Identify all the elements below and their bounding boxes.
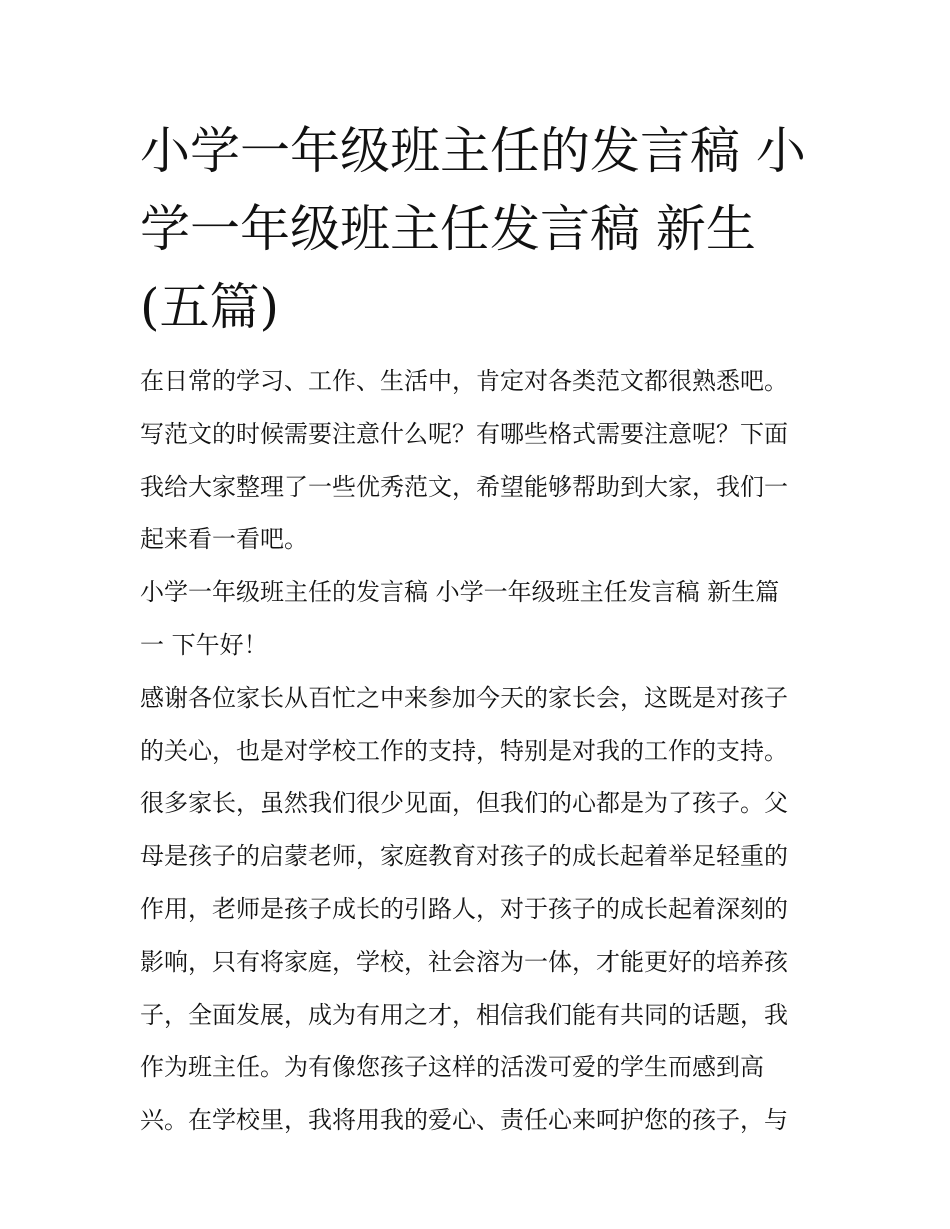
document-body bbox=[140, 355, 830, 1147]
title-line: 小学一年级班主任的发言稿 小 bbox=[140, 122, 806, 180]
body-line: 小学一年级班主任的发言稿 小学一年级班主任发言稿 新生篇 bbox=[140, 578, 780, 607]
body-line: 母是孩子的启蒙老师，家庭教育对孩子的成长起着举足轻重的 bbox=[140, 842, 788, 871]
body-line: 影响，只有将家庭，学校，社会溶为一体，才能更好的培养孩 bbox=[140, 947, 788, 976]
title-line: 学一年级班主任发言稿 新生 bbox=[140, 200, 756, 258]
title-line: (五篇) bbox=[140, 278, 280, 336]
body-line: 兴。在学校里，我将用我的爱心、责任心来呵护您的孩子，与 bbox=[140, 1106, 788, 1135]
body-line: 感谢各位家长从百忙之中来参加今天的家长会，这既是对孩子 bbox=[140, 683, 788, 712]
body-line: 起来看一看吧。 bbox=[140, 525, 308, 554]
body-line: 的关心，也是对学校工作的支持，特别是对我的工作的支持。 bbox=[140, 736, 788, 765]
document-title bbox=[140, 112, 830, 346]
body-line: 我给大家整理了一些优秀范文，希望能够帮助到大家，我们一 bbox=[140, 472, 788, 501]
body-line: 很多家长，虽然我们很少见面，但我们的心都是为了孩子。父 bbox=[140, 789, 788, 818]
body-line: 一 下午好！ bbox=[140, 630, 268, 659]
body-line: 子，全面发展，成为有用之才，相信我们能有共同的话题，我 bbox=[140, 1000, 788, 1029]
body-line: 在日常的学习、工作、生活中，肯定对各类范文都很熟悉吧。 bbox=[140, 367, 788, 395]
body-line: 写范文的时候需要注意什么呢？有哪些格式需要注意呢？下面 bbox=[140, 419, 788, 448]
body-line: 作为班主任。为有像您孩子这样的活泼可爱的学生而感到高 bbox=[140, 1053, 764, 1082]
body-line: 作用，老师是孩子成长的引路人，对于孩子的成长起着深刻的 bbox=[140, 894, 788, 923]
